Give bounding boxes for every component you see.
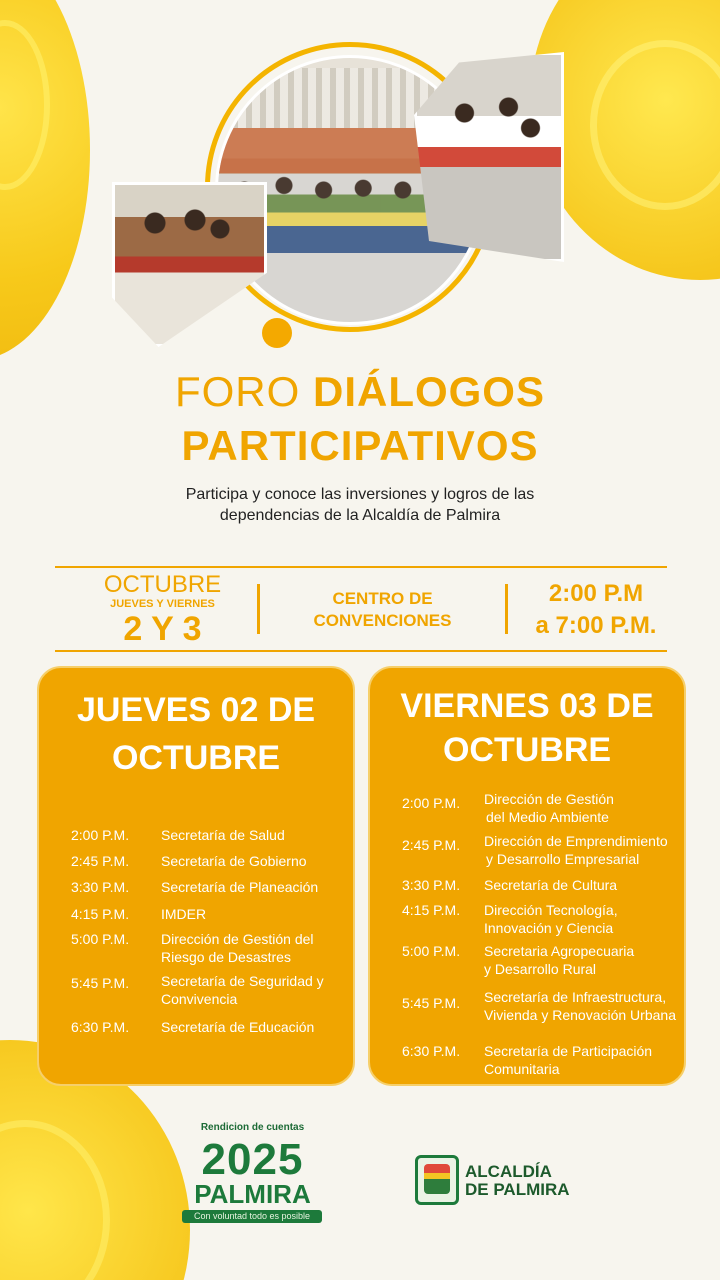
schedule-row <box>402 988 682 1028</box>
schedule-row <box>402 901 682 941</box>
friday-schedule-card <box>368 666 686 1086</box>
schedule-time: 3:30 P.M. <box>71 879 130 895</box>
schedule-name-line1: Dirección de Gestión <box>484 791 614 807</box>
event-month: OCTUBRE <box>103 571 222 598</box>
schedule-time: 2:00 P.M. <box>402 795 461 811</box>
time-line2: a 7:00 P.M. <box>535 612 657 639</box>
schedule-row <box>71 1018 341 1038</box>
friday-title-line2: OCTUBRE <box>442 731 612 769</box>
schedule-time: 5:45 P.M. <box>71 975 130 991</box>
place-line1: CENTRO DE <box>332 589 433 608</box>
schedule-time: 4:15 P.M. <box>402 902 461 918</box>
event-date <box>95 572 230 648</box>
schedule-row <box>402 876 682 896</box>
schedule-name: Secretaría de Educación <box>161 1019 315 1035</box>
event-days-numbers: 2 Y 3 <box>123 610 202 648</box>
schedule-name <box>484 901 618 937</box>
schedule-name <box>161 930 314 966</box>
schedule-name-line2: Convivencia <box>161 991 238 1007</box>
schedule-name: IMDER <box>161 906 207 922</box>
schedule-name-line1: Secretaria Agropecuaria <box>484 943 635 959</box>
schedule-time: 3:30 P.M. <box>402 877 461 893</box>
rendicion-slogan: Con voluntad todo es posible <box>182 1210 322 1223</box>
schedule-name-line1: Dirección de Emprendimiento <box>484 833 668 849</box>
schedule-time: 6:30 P.M. <box>71 1019 130 1035</box>
schedule-row <box>71 905 341 925</box>
schedule-name: Secretaría de Planeación <box>161 879 319 895</box>
event-days-label: JUEVES Y VIERNES <box>110 598 215 610</box>
event-subtitle <box>0 484 720 526</box>
schedule-time: 5:45 P.M. <box>402 995 461 1011</box>
place-line2: CONVENCIONES <box>313 611 452 630</box>
schedule-row <box>71 826 341 846</box>
rendicion-cuentas-logo <box>180 1122 325 1227</box>
schedule-name-line2: del Medio Ambiente <box>486 809 609 825</box>
friday-title-line1: VIERNES 03 DE <box>400 687 654 725</box>
subtitle-line1: Participa y conoce las inversiones y logros de las <box>185 486 535 503</box>
schedule-name <box>484 988 676 1024</box>
schedule-time: 5:00 P.M. <box>71 931 130 947</box>
schedule-row <box>402 942 682 982</box>
schedule-name <box>484 1042 652 1078</box>
event-place <box>295 588 470 632</box>
subtitle-line2: dependencias de la Alcaldía de Palmira <box>219 507 501 524</box>
schedule-name-line2: Innovación y Ciencia <box>484 920 614 936</box>
schedule-name <box>484 832 668 868</box>
schedule-name-line1: Dirección Tecnología, <box>484 902 618 918</box>
thursday-title-line2: OCTUBRE <box>111 739 281 777</box>
event-title-line2: PARTICIPATIVOS <box>181 422 539 469</box>
schedule-time: 2:00 P.M. <box>71 827 130 843</box>
title-dialogos: DIÁLOGOS <box>312 368 545 415</box>
info-divider-2 <box>505 584 508 634</box>
schedule-name: Secretaría de Salud <box>161 827 285 843</box>
alcaldia-name <box>465 1163 570 1199</box>
alcaldia-palmira-logo <box>415 1155 585 1205</box>
schedule-name <box>484 790 614 826</box>
schedule-name-line2: Vivienda y Renovación Urbana <box>484 1007 676 1023</box>
schedule-name-line2: y Desarrollo Empresarial <box>486 851 640 867</box>
rendicion-city: PALMIRA <box>194 1179 311 1209</box>
event-time <box>525 578 667 642</box>
schedule-row <box>71 930 341 970</box>
schedule-name-line2: Comunitaria <box>484 1061 560 1077</box>
schedule-time: 6:30 P.M. <box>402 1043 461 1059</box>
info-bottom-rule <box>55 650 667 652</box>
info-divider-1 <box>257 584 260 634</box>
alcaldia-line2: DE PALMIRA <box>465 1180 570 1199</box>
event-info-strip <box>55 572 667 652</box>
schedule-name: Secretaría de Cultura <box>484 877 618 893</box>
schedule-name-line1: Secretaría de Seguridad y <box>161 973 324 989</box>
schedule-row <box>71 878 341 898</box>
schedule-row <box>402 790 682 830</box>
schedule-name-line1: Secretaría de Participación <box>484 1043 653 1059</box>
schedule-name: Secretaría de Gobierno <box>161 853 307 869</box>
thursday-title-line1: JUEVES 02 DE <box>76 691 316 729</box>
rendicion-label: Rendicion de cuentas <box>200 1122 305 1133</box>
schedule-name-line1: Dirección de Gestión del <box>161 931 314 947</box>
schedule-name-line2: Riesgo de Desastres <box>161 949 291 965</box>
schedule-name <box>161 972 324 1008</box>
left-event-photo <box>112 182 267 347</box>
schedule-time: 4:15 P.M. <box>71 906 130 922</box>
schedule-row <box>402 832 682 872</box>
event-title-line1 <box>0 368 720 416</box>
schedule-name-line2: y Desarrollo Rural <box>484 961 597 977</box>
schedule-time: 2:45 P.M. <box>71 853 130 869</box>
schedule-time: 5:00 P.M. <box>402 943 461 959</box>
schedule-row <box>402 1042 682 1082</box>
schedule-name-line1: Secretaría de Infraestructura, <box>484 989 667 1005</box>
title-foro: FORO <box>174 368 301 415</box>
schedule-name <box>484 942 634 978</box>
thursday-schedule-card <box>37 666 355 1086</box>
palmira-shield-icon <box>415 1155 459 1205</box>
schedule-row <box>71 852 341 872</box>
decorative-dot <box>262 318 292 348</box>
alcaldia-line1: ALCALDÍA <box>465 1162 552 1181</box>
schedule-time: 2:45 P.M. <box>402 837 461 853</box>
time-line1: 2:00 P.M <box>548 580 644 607</box>
info-top-rule <box>55 566 667 568</box>
schedule-row <box>71 972 341 1012</box>
rendicion-year: 2025 <box>201 1135 304 1184</box>
